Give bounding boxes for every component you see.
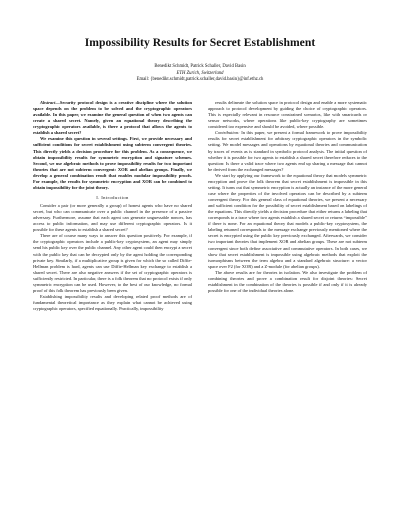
section-heading-introduction: I. Introduction [96,194,129,200]
abstract-paragraph-1: Abstract—Security protocol design is a creative discipline where the solution space depends on the problem to be solved and the cryptographic operators available. In this paper, we examine the general question of when two agents can create a shared secret. Namely, given an equational theory describing the cryptographic operators available, is there a protocol that allows the agents to establish a shared secret? [33,100,192,136]
contribution-label: Contribution: [215,130,240,136]
left-column [33,100,192,312]
author-names: Benedikt Schmidt, Patrick Schaller, David Basin [154,64,246,69]
intro-paragraph-3: Establishing impossibility results and developing related proof methods are of fundamental theoretical importance as they explain what cannot be achieved using cryptographic operators, specified equationally. Practically, impossibility [33,293,192,312]
right-column [208,100,367,294]
author-email: Email: {benedikt.schmidt,patrick.schaller,david.basin}@inf.ethz.ch [136,77,264,82]
author-affiliation: ETH Zurich, Switzerland [176,70,224,76]
right-paragraph-3: We start by applying our framework to the equational theory that models symmetric encryption and prove the folk theorem that secret establishment is impossible in this setting. It turns out that symmetric encryption is actually an instance of the more general case where the properties of the involved operators can be described by a subterm convergent theory. For this general class of equational theories, we present a necessary and sufficient condition for the possibility of secret establishment based on labelings of the equations. This directly yields a decision procedure that either returns a labeling that corresponds to a trace where two agents establish a shared secret or returns “impossible” if there is none. For an equational theory that models a public-key cryptosystem, the labeling returned corresponds to the message exchange previously mentioned where the secret is encrypted using the public key previously exchanged. Afterwards, we consider two important theories that implement XOR and abelian groups. These are not subterm convergent since both define associative and commutative operators. In both cases, we show that secret establishment is impossible using algebraic methods that exploit the isomorphisms between the term algebra and a standard algebraic structure: a vector space over F2 (for XOR) and a Z-module (for abelian groups). [208,172,367,269]
abstract-paragraph-2: We examine this question in several settings. First, we provide necessary and sufficient conditions for secret establishment using subterm convergent theories. This directly yields a decision procedure for this problem. As a consequence, we obtain impossibility results for symmetric encryption and signature schemes. Second, we use algebraic methods to prove impossibility results for two important theories that are not subterm convergent: XOR and abelian groups. Finally, we develop a general combination result that enables modular impossibility proofs. For example, the results for symmetric encryption and XOR can be combined to obtain impossibility for the joint theory. [33,136,192,190]
contribution-paragraph: Contribution: In this paper, we present a formal framework to prove impossibility results for secret establishment for arbitrary cryptographic operators in the symbolic setting. We model messages and operations by equational theories and communication by traces of events as is standard in symbolic protocol analysis. The initial question of whether it is possible for two agents to establish a shared secret therefore reduces to the question: Is there a valid trace where two agents end up sharing a message that cannot be derived from the exchanged messages? [208,130,367,172]
intro-paragraph-2: There are of course many ways to answer this question positively. For example, if the cryptographic operators include a public-key cryptosystem, an agent may simply send his public key over the public channel. Any other agent could then encrypt a secret with the public key that can be decrypted only by the agent holding the corresponding private key. Similarly, if a multiplicative group is given for which the so called Diffie-Hellman problem is hard, agents can use Diffie-Hellman key exchange to establish a shared secret. There are also negative answers if the set of cryptographic operators is sufficiently restricted. In particular, there is a folk theorem that no protocol exists if only symmetric encryption can be used. However, to the best of our knowledge, no formal proof of this folk theorem has previously been given. [33,233,192,293]
intro-paragraph-1: Consider a pair (or more generally a group) of honest agents who have no shared secret, but who can communicate over a public channel in the presence of a passive adversary. Furthermore, assume that each agent can generate unguessable nonces, has access to public information, and may use different cryptographic operators. Is it possible for these agents to establish a shared secret? [33,203,192,233]
abstract-label: Abstract [40,100,56,105]
right-paragraph-4: The above results are for theories in isolation. We also investigate the problem of combining theories and prove a combination result for disjoint theories: Secret establishment in the combination of the theories is possible if and only if it is already possible for one of the individual theories alone. [208,269,367,293]
right-paragraph-1: results delineate the solution space in protocol design and enable a more systematic approach to protocol development by guiding the choice of cryptographic operators. This is especially relevant in resource constrained scenarios, like with smartcards or sensor networks, where operations like public-key cryptography are sometimes considered too expensive and should be avoided, where possible. [208,100,367,130]
paper-title: Impossibility Results for Secret Establishment [84,36,316,49]
abstract [33,100,192,191]
author-block [0,64,400,84]
